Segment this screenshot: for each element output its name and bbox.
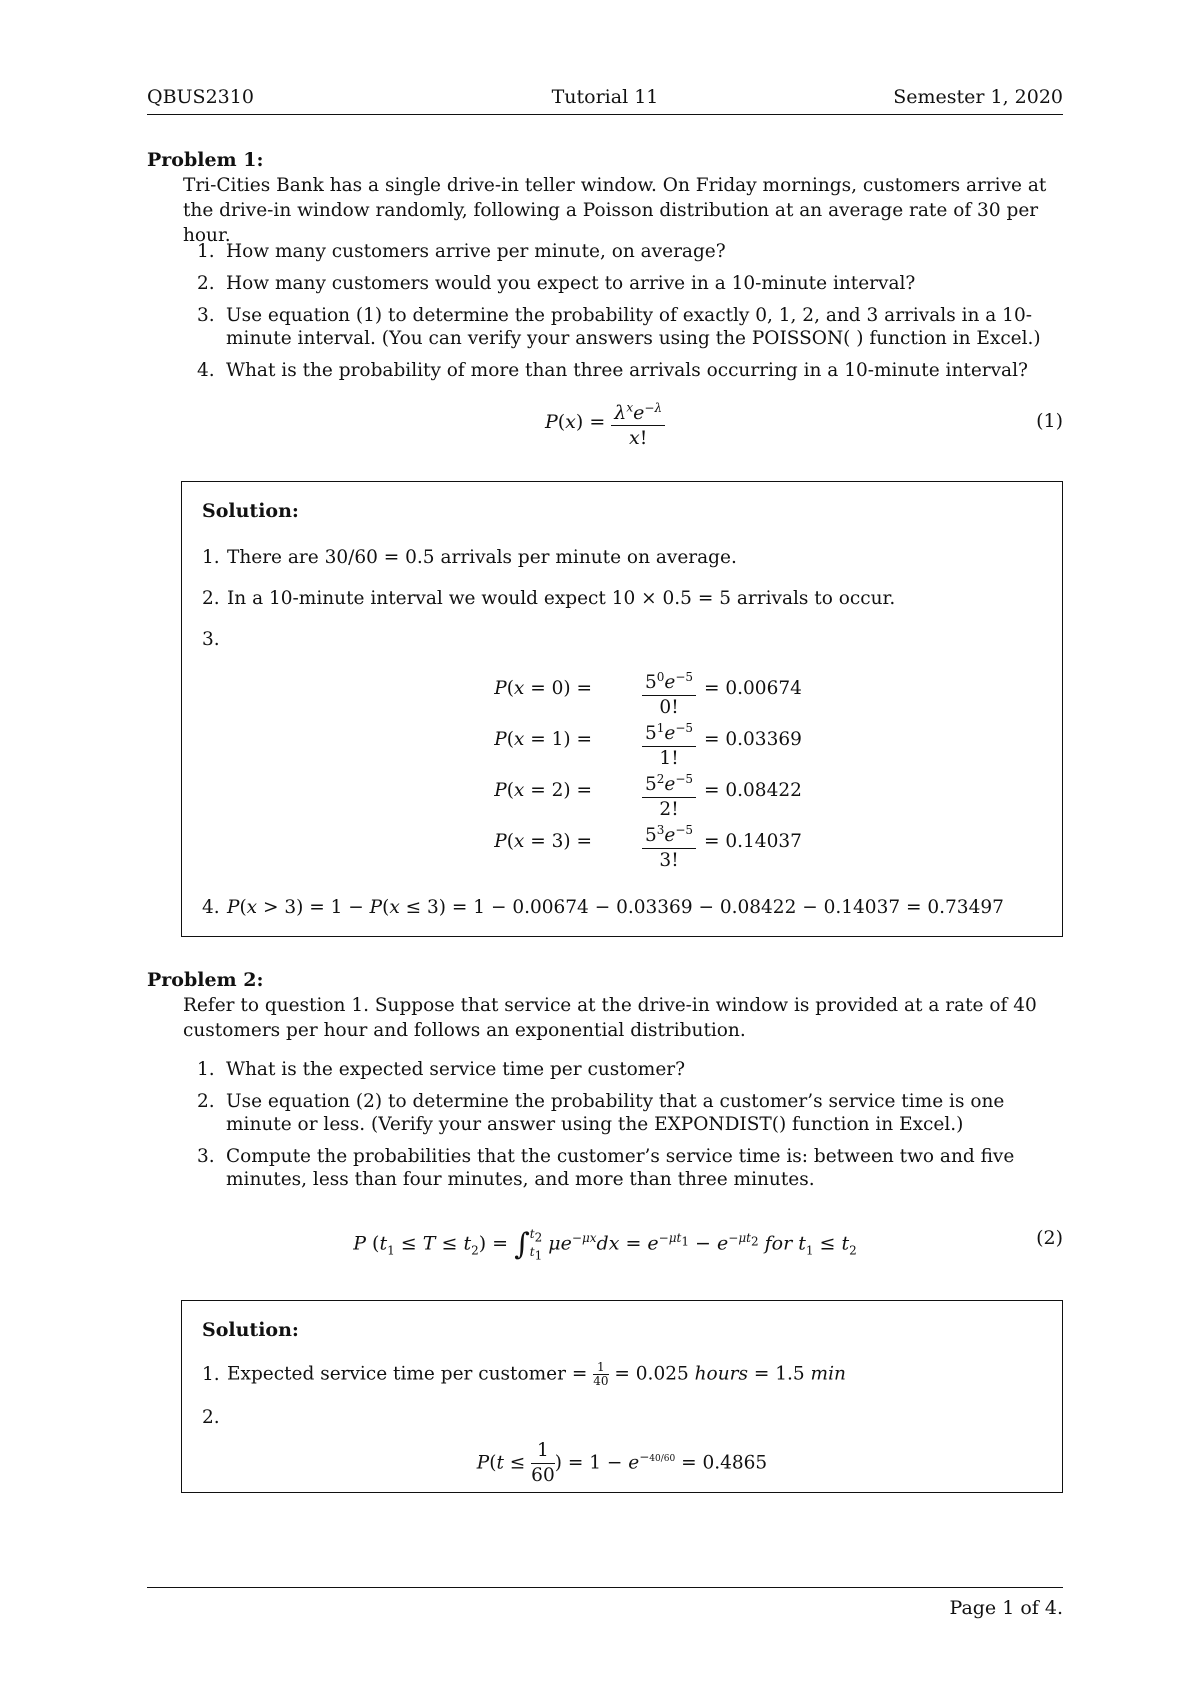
page-header [147,86,1063,112]
poisson-row: P(x = 0) = $\frac{5^0e^{-5}}{0!}$ = 0.00674 [182,665,1062,716]
tutorial-label: Tutorial 11 [551,86,659,108]
problem1-intro: Tri-Cities Bank has a single drive-in teller window. On Friday mornings, customers arrive at the drive-in window randomly, following a Poisson distribution at an average rate of 30 per hour. [183,175,1047,246]
semester-label: Semester 1, 2020 [893,86,1063,108]
list-item: 1. Expected service time per customer = $\frac{1}{40}$ = 0.025 hours = 1.5 min [202,1360,846,1388]
poisson-row: P(x = 1) = $\frac{5^1e^{-5}}{1!}$ = 0.03369 [182,716,1062,767]
list-item: 1. What is the expected service time per customer? [197,1059,686,1080]
list-item: 3. [202,629,220,650]
solution2-box [181,1300,1063,1493]
header-rule [147,114,1063,115]
exponential-result: P(t ≤ $\frac{1}{60}$ ) = $1 - e^{-40/60} = 0.4865$ [476,1440,768,1486]
problem2-title: Problem 2: [147,969,264,991]
problem2-intro: Refer to question 1. Suppose that service at the drive-in window is provided at a rate of 40 customers per hour and follows an exponential distribution. [183,995,1037,1041]
equation-number: (2) [1036,1227,1063,1249]
poisson-formula: P(x) = $\frac{\lambda^xe^{-\lambda}}{x!}$ [147,396,1063,450]
solution1-title: Solution: [202,500,299,522]
list-item: 1. There are 30/60 = 0.5 arrivals per minute on average. [202,547,737,568]
list-item: 4. What is the probability of more than three arrivals occurring in a 10-minute interval? [197,360,1028,381]
list-item: 1. How many customers arrive per minute, on average? [197,241,726,262]
equation-2 [147,1215,1063,1271]
solution1-box [181,481,1063,937]
poisson-row: P(x = 3) = $\frac{5^3e^{-5}}{3!}$ = 0.14037 [182,818,1062,869]
poisson-probabilities [182,665,1062,872]
list-item: 2. [202,1407,220,1428]
problem1-questions [183,240,1063,391]
list-item: 4. P(x > 3) = 1 − P(x ≤ 3) = 1 − 0.00674 − 0.03369 − 0.08422 − 0.14037 = 0.73497 [202,897,1004,918]
list-item: 2. In a 10-minute interval we would expect 10 × 0.5 = 5 arrivals to occur. [202,588,896,609]
exponential-formula: P $(t_1 \le T \le t_2) = \int t_2$ $t_1$ $\mu e^{-\mu x}dx = e^{-\mu t_1} - e^{-\mu t_2}$ for $t_1 \le t_2$ [353,1227,857,1262]
equation-1 [147,396,1063,450]
footer-rule [147,1587,1063,1588]
list-item: 2. How many customers would you expect to arrive in a 10-minute interval? [197,273,916,294]
problem1-title: Problem 1: [147,149,264,171]
equation-number: (1) [1036,410,1063,432]
poisson-row: P(x = 2) = $\frac{5^2e^{-5}}{2!}$ = 0.08422 [182,767,1062,818]
problem2-questions [183,1058,1063,1200]
page-number: Page 1 of 4. [949,1597,1063,1619]
list-item: 3. Use equation (1) to determine the probability of exactly 0, 1, 2, and 3 arrivals in a 10-minute interval. (You can verify your answers using the POISSON( ) function in Excel.) [197,305,1041,349]
course-code: QBUS2310 [147,86,254,108]
solution2-title: Solution: [202,1319,299,1341]
list-item: 3. Compute the probabilities that the customer’s service time is: between two and five minutes, less than four minutes, and more than three minutes. [197,1146,1015,1190]
list-item: 2. Use equation (2) to determine the probability that a customer’s service time is one minute or less. (Verify your answer using the EXPONDIST() function in Excel.) [197,1091,1005,1135]
